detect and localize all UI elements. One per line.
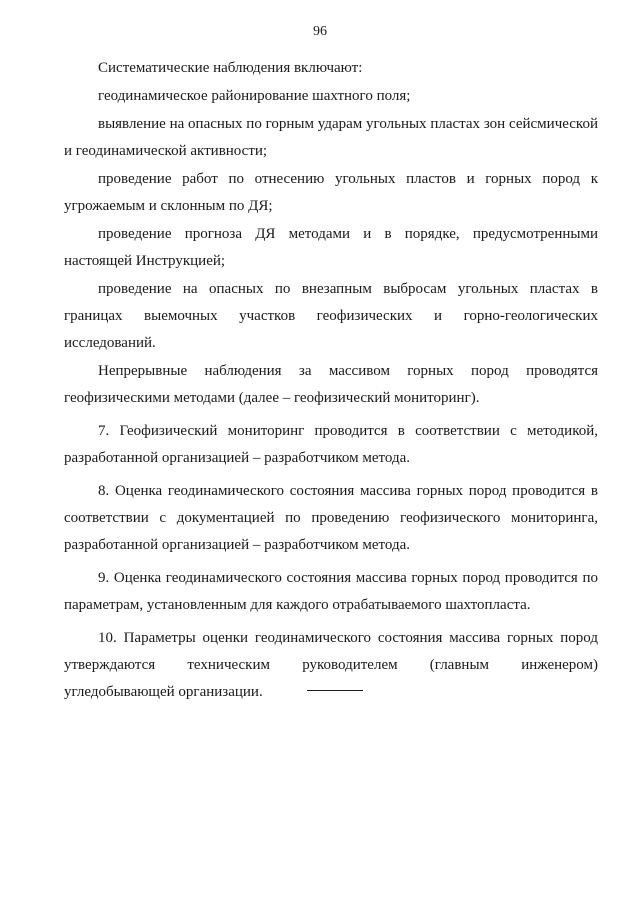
continuous-monitoring-paragraph: Непрерывные наблюдения за массивом горных пород проводятся геофизическими методами (далее – геофизический мониторинг). — [64, 363, 598, 406]
observation-item-classification: проведение работ по отнесению угольных пластов и горных пород к угрожаемым и склонным по ДЯ; — [64, 171, 598, 214]
clause-8: 8. Оценка геодинамического состояния массива горных пород проводится в соответствии с документацией по проведению геофизического мониторинга, разработанной организацией – разработчиком метода. — [64, 483, 598, 553]
document-body — [64, 55, 598, 706]
page-number: 96 — [313, 24, 327, 39]
observation-item-geophysical-research: проведение на опасных по внезапным выбросам угольных пластах в границах выемочных участков геофизических и горно-геологических исследований. — [64, 281, 598, 351]
observation-item-forecast: проведение прогноза ДЯ методами и в порядке, предусмотренными настоящей Инструкцией; — [64, 226, 598, 269]
end-of-section-rule — [307, 690, 363, 691]
clause-7: 7. Геофизический мониторинг проводится в соответствии с методикой, разработанной организацией – разработчиком метода. — [64, 423, 598, 466]
observation-item-zoning: геодинамическое районирование шахтного поля; — [98, 88, 411, 104]
observations-intro: Систематические наблюдения включают: — [98, 60, 363, 76]
clause-10: 10. Параметры оценки геодинамического состояния массива горных пород утверждаются техническим руководителем (главным инженером) угледобывающей организации. — [64, 630, 598, 700]
clause-9: 9. Оценка геодинамического состояния массива горных пород проводится по параметрам, установленным для каждого отрабатываемого шахтопласта. — [64, 570, 598, 613]
observation-item-seismic-zones: выявление на опасных по горным ударам угольных пластах зон сейсмической и геодинамической активности; — [64, 116, 598, 159]
